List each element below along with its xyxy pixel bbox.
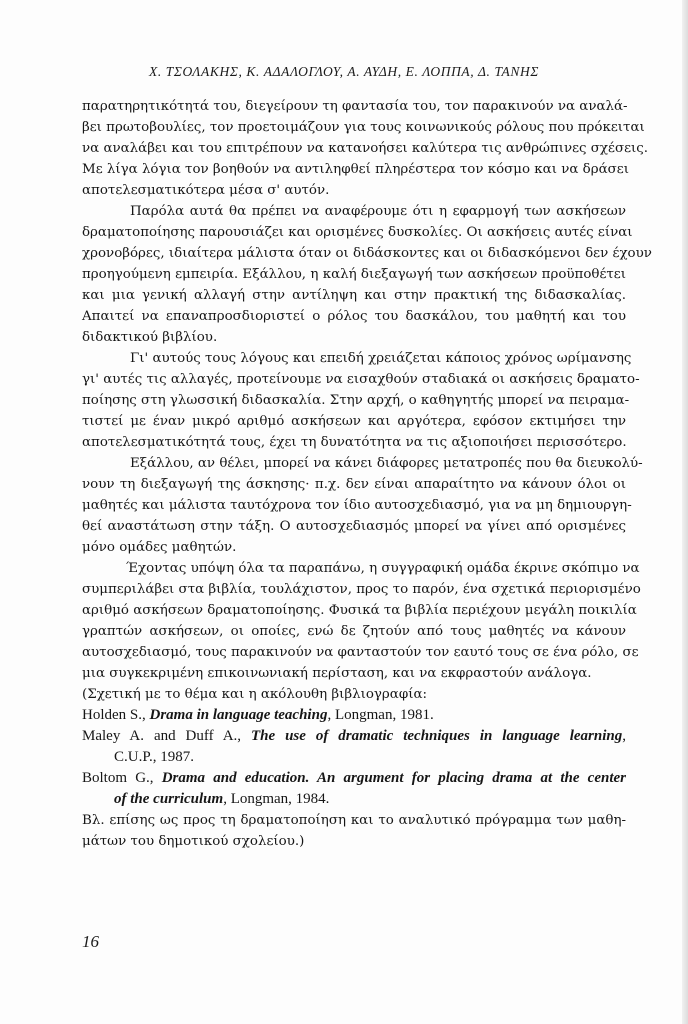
reference-entry <box>82 768 626 789</box>
page-number: 16 <box>82 932 99 951</box>
body-line: νουν τη διεξαγωγή της άσκησης· π.χ. δεν είναι απαραίτητο να κάνουν όλοι οι <box>82 477 626 492</box>
body-line: θεί αναστάτωση στην τάξη. Ο αυτοσχεδιασμός μπορεί να γίνει από ορισμένες <box>82 519 626 534</box>
reference-entry <box>82 726 626 747</box>
reference-author: Boltom G., <box>82 770 162 786</box>
body-line: αποτελεσματικότερα μέσα σ' αυτόν. <box>82 183 330 198</box>
body-line: χρονοβόρες, ιδιαίτερα μάλιστα όταν οι διδάσκοντες και οι διδασκόμενοι δεν έχουν <box>82 246 652 261</box>
body-line: να αναλάβει και του επιτρέπουν να κατανοήσει καλύτερα τις ανθρώπινες σχέσεις. <box>82 141 649 156</box>
body-line: Με λίγα λόγια τον βοηθούν να αντιληφθεί πληρέστερα τον κόσμο και να δράσει <box>82 162 629 177</box>
body-line: προηγούμενη εμπειρία. Εξάλλου, η καλή διεξαγωγή των ασκήσεων προϋποθέτει <box>82 267 626 282</box>
body-line: μια συγκεκριμένη επικοινωνιακή περίσταση, και να εκφραστούν ανάλογα. <box>82 666 592 681</box>
body-line: αυτοσχεδιασμό, τους παρακινούν να φανταστούν τον εαυτό τους σε ένα ρόλο, σε <box>82 645 639 660</box>
body-line: μαθητές και μάλιστα ταυτόχρονα τον ίδιο αυτοσχεδιασμό, για να μη δημιουργη- <box>82 498 632 513</box>
body-line: βει πρωτοβουλίες, τον προετοιμάζουν για τους κοινωνικούς ρόλους που πρόκειται <box>82 120 645 135</box>
body-line: Βλ. επίσης ως προς τη δραματοποίηση και το αναλυτικό πρόγραμμα των μαθη- <box>82 813 626 828</box>
reference-author: Holden S., <box>82 707 150 723</box>
body-line: τιστεί με έναν μικρό αριθμό ασκήσεων και αργότερα, εφόσον εκτιμήσει την <box>82 414 626 429</box>
body-text <box>82 96 652 852</box>
body-line: Απαιτεί να επαναπροσδιοριστεί ο ρόλος του δασκάλου, του μαθητή και του <box>82 309 626 324</box>
body-line: ποίησης στη γλωσσική διδασκαλία. Στην αρχή, ο καθηγητής μπορεί να πειραμα- <box>82 393 630 408</box>
running-head-authors: Χ. ΤΣΟΛΑΚΗΣ, Κ. ΑΔΑΛΟΓΛΟΥ, Α. ΑΥΔΗ, Ε. ΛΟΠΠΑ, Δ. ΤΑΝΗΣ <box>149 64 539 79</box>
reference-title: Drama in language teaching <box>149 707 328 723</box>
page-edge-shadow <box>682 0 688 1024</box>
reference-publisher: , Longman, 1981. <box>327 707 434 723</box>
body-line: παρατηρητικότητά του, διεγείρουν τη φαντασία του, τον παρακινούν να αναλά- <box>82 99 628 114</box>
reference-title: of the curriculum <box>114 791 224 807</box>
body-line: αποτελεσματικότητά τους, έχει τη δυνατότητα να τις αξιοποιήσει περισσότερο. <box>82 435 627 450</box>
reference-entry <box>82 705 626 726</box>
body-line: αριθμό ασκήσεων δραματοποίησης. Φυσικά τα βιβλία περιέχουν μεγάλη ποικιλία <box>82 603 637 618</box>
body-line: (Σχετική με το θέμα και η ακόλουθη βιβλιογραφία: <box>82 687 428 702</box>
body-line: διδακτικού βιβλίου. <box>82 330 218 345</box>
body-line: και μια γενική αλλαγή στην αντίληψη και στην πρακτική της διδασκαλίας. <box>82 288 626 303</box>
reference-continuation <box>82 789 626 810</box>
body-line: μάτων του δημοτικού σχολείου.) <box>82 834 305 849</box>
body-line: Παρόλα αυτά θα πρέπει να αναφέρουμε ότι η εφαρμογή των ασκήσεων <box>130 204 626 219</box>
body-line: Γι' αυτούς τους λόγους και επειδή χρειάζεται κάποιος χρόνος ωρίμανσης <box>130 351 632 366</box>
reference-author: Maley A. and Duff A., <box>82 728 251 744</box>
body-line: δραματοποίησης παρουσιάζει και ορισμένες δυσκολίες. Οι ασκήσεις αυτές είναι <box>82 225 633 240</box>
body-line: συμπεριλάβει στα βιβλία, τουλάχιστον, προς το παρόν, ένα σχετικά περιορισμένο <box>82 582 641 597</box>
body-line: γι' αυτές τις αλλαγές, προτείνουμε να εισαχθούν σταδιακά οι ασκήσεις δραματο- <box>82 372 640 387</box>
body-line: μόνο ομάδες μαθητών. <box>82 540 237 555</box>
reference-title: The use of dramatic techniques in language learning <box>250 728 623 744</box>
body-line: Εξάλλου, αν θέλει, μπορεί να κάνει διάφορες μετατροπές που θα διευκολύ- <box>130 456 643 471</box>
body-line: γραπτών ασκήσεων, οι οποίες, ενώ δε ζητούν από τους μαθητές να κάνουν <box>82 624 626 639</box>
reference-publisher: , <box>622 728 626 744</box>
body-line: Έχοντας υπόψη όλα τα παραπάνω, η συγγραφική ομάδα έκρινε σκόπιμο να <box>126 561 640 576</box>
reference-title: Drama and education. An argument for placing drama at the center <box>161 770 626 786</box>
reference-publisher: , Longman, 1984. <box>223 791 330 807</box>
reference-continuation: C.U.P., 1987. <box>114 749 195 765</box>
